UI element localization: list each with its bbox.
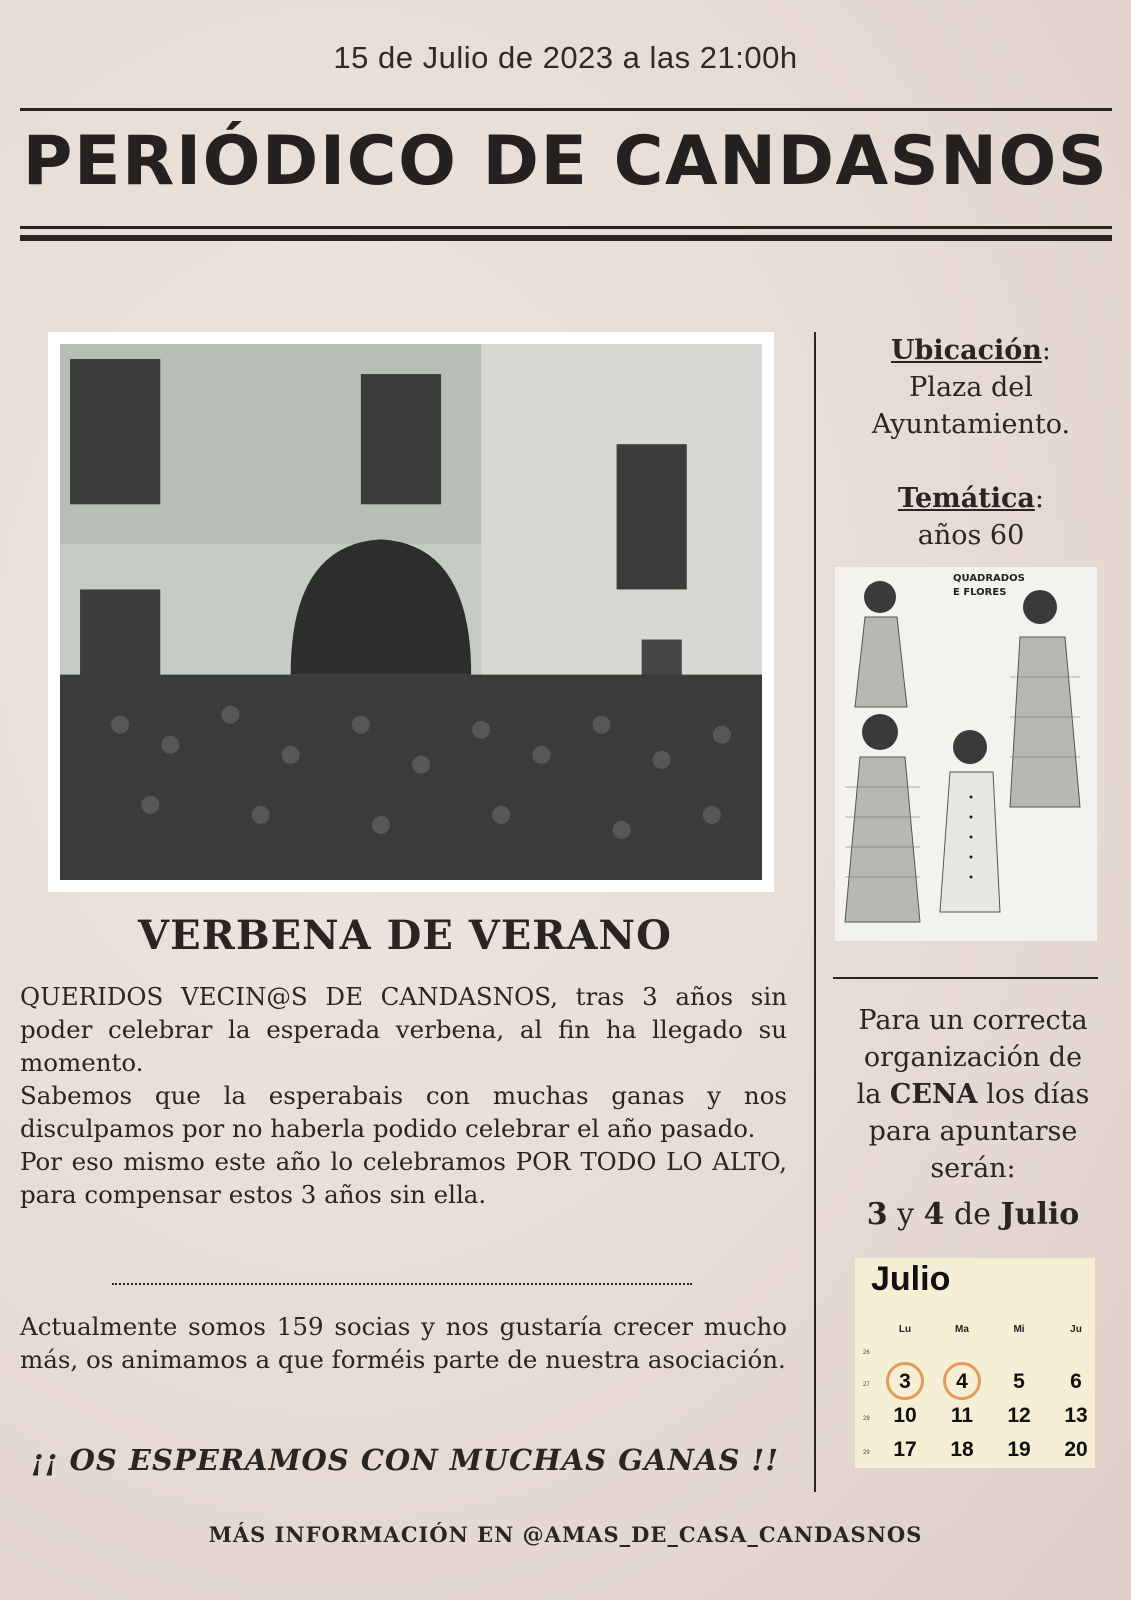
theme-block: Temática: años 60	[830, 480, 1112, 554]
theme-value: años 60	[917, 520, 1025, 551]
calendar-day: 3	[899, 1370, 911, 1393]
calendar-day-header: Lu	[898, 1324, 912, 1335]
paragraph-3: Por eso mismo este año lo celebramos POR TODO LO ALTO, para compensar estos 3 años sin ella.	[20, 1147, 787, 1209]
column-divider	[814, 332, 816, 1492]
signup-date-sep: y	[887, 1197, 924, 1232]
july-calendar	[855, 1258, 1095, 1468]
paragraph-1: QUERIDOS VECIN@S DE CANDASNOS, tras 3 años sin poder celebrar la esperada verbena, al fin ha llegado su momento.	[20, 982, 787, 1077]
location-block: Ubicación: Plaza del Ayuntamiento.	[830, 332, 1112, 443]
header-top-rule	[20, 108, 1112, 111]
calendar-day-header: Ma	[955, 1324, 969, 1335]
masthead-title: PERIÓDICO DE CANDASNOS	[22, 122, 1109, 201]
calendar-day: 12	[1007, 1404, 1031, 1427]
location-line-2: Ayuntamiento.	[871, 409, 1071, 440]
calendar-day-header: Ju	[1070, 1324, 1082, 1335]
week-number: 26	[863, 1350, 870, 1356]
sixties-fashion-image	[835, 567, 1097, 941]
theme-label: Temática	[897, 483, 1035, 514]
signup-date-de: de	[944, 1197, 1001, 1232]
event-date: 15 de Julio de 2023 a las 21:00h	[333, 40, 798, 75]
location-line-1: Plaza del	[909, 372, 1033, 403]
calendar-day-header: Mi	[1013, 1324, 1025, 1335]
calendar-day: 10	[893, 1404, 917, 1427]
signup-dates	[832, 1197, 1114, 1232]
calendar-day: 4	[956, 1370, 968, 1393]
location-label: Ubicación	[890, 335, 1042, 366]
plaza-crowd-photo	[48, 332, 774, 892]
cena-line-2: organización de	[863, 1042, 1083, 1073]
headline: VERBENA DE VERANO	[138, 912, 672, 959]
fashion-caption-1: QUADRADOS	[953, 573, 1025, 584]
calendar-day: 17	[893, 1438, 917, 1461]
signup-date-2: 4	[923, 1197, 945, 1232]
week-number: 27	[863, 1382, 870, 1388]
calendar-day: 13	[1064, 1404, 1088, 1427]
body-text-intro	[20, 980, 787, 1211]
week-number: 29	[863, 1450, 870, 1456]
tagline: ¡¡ OS ESPERAMOS CON MUCHAS GANAS !!	[31, 1443, 779, 1477]
calendar-day: 5	[1013, 1370, 1025, 1393]
cena-line-5: serán:	[930, 1153, 1016, 1184]
cena-word: CENA	[889, 1079, 978, 1110]
fashion-caption-2: E FLORES	[953, 587, 1007, 598]
calendar-day: 6	[1070, 1370, 1082, 1393]
cena-line-4: para apuntarse	[868, 1116, 1078, 1147]
calendar-day: 20	[1064, 1438, 1088, 1461]
cena-line-3-post: los días	[977, 1079, 1090, 1110]
week-number: 28	[863, 1416, 870, 1422]
paragraph-4: Actualmente somos 159 socias y nos gustaría crecer mucho más, os animamos a que forméis parte de nuestra asociación.	[20, 1312, 787, 1374]
paragraph-2: Sabemos que la esperabais con muchas ganas y nos disculpamos por no haberla podido celebrar el año pasado.	[20, 1081, 787, 1143]
dotted-separator	[112, 1283, 692, 1285]
calendar-day: 19	[1007, 1438, 1031, 1461]
cena-info	[832, 1002, 1114, 1187]
header-bottom-rule	[20, 226, 1112, 229]
calendar-day: 18	[950, 1438, 974, 1461]
calendar-month: Julio	[871, 1260, 951, 1298]
calendar-day: 11	[950, 1404, 974, 1427]
header-bottom-rule-thick	[20, 235, 1112, 241]
cena-line-3-pre: la	[856, 1079, 890, 1110]
footer-info: MÁS INFORMACIÓN EN @AMAS_DE_CASA_CANDASNOS	[208, 1522, 923, 1547]
sidebar-rule	[833, 977, 1098, 979]
signup-month: Julio	[1000, 1197, 1080, 1232]
cena-line-1: Para un correcta	[858, 1005, 1088, 1036]
signup-date-1: 3	[866, 1197, 888, 1232]
